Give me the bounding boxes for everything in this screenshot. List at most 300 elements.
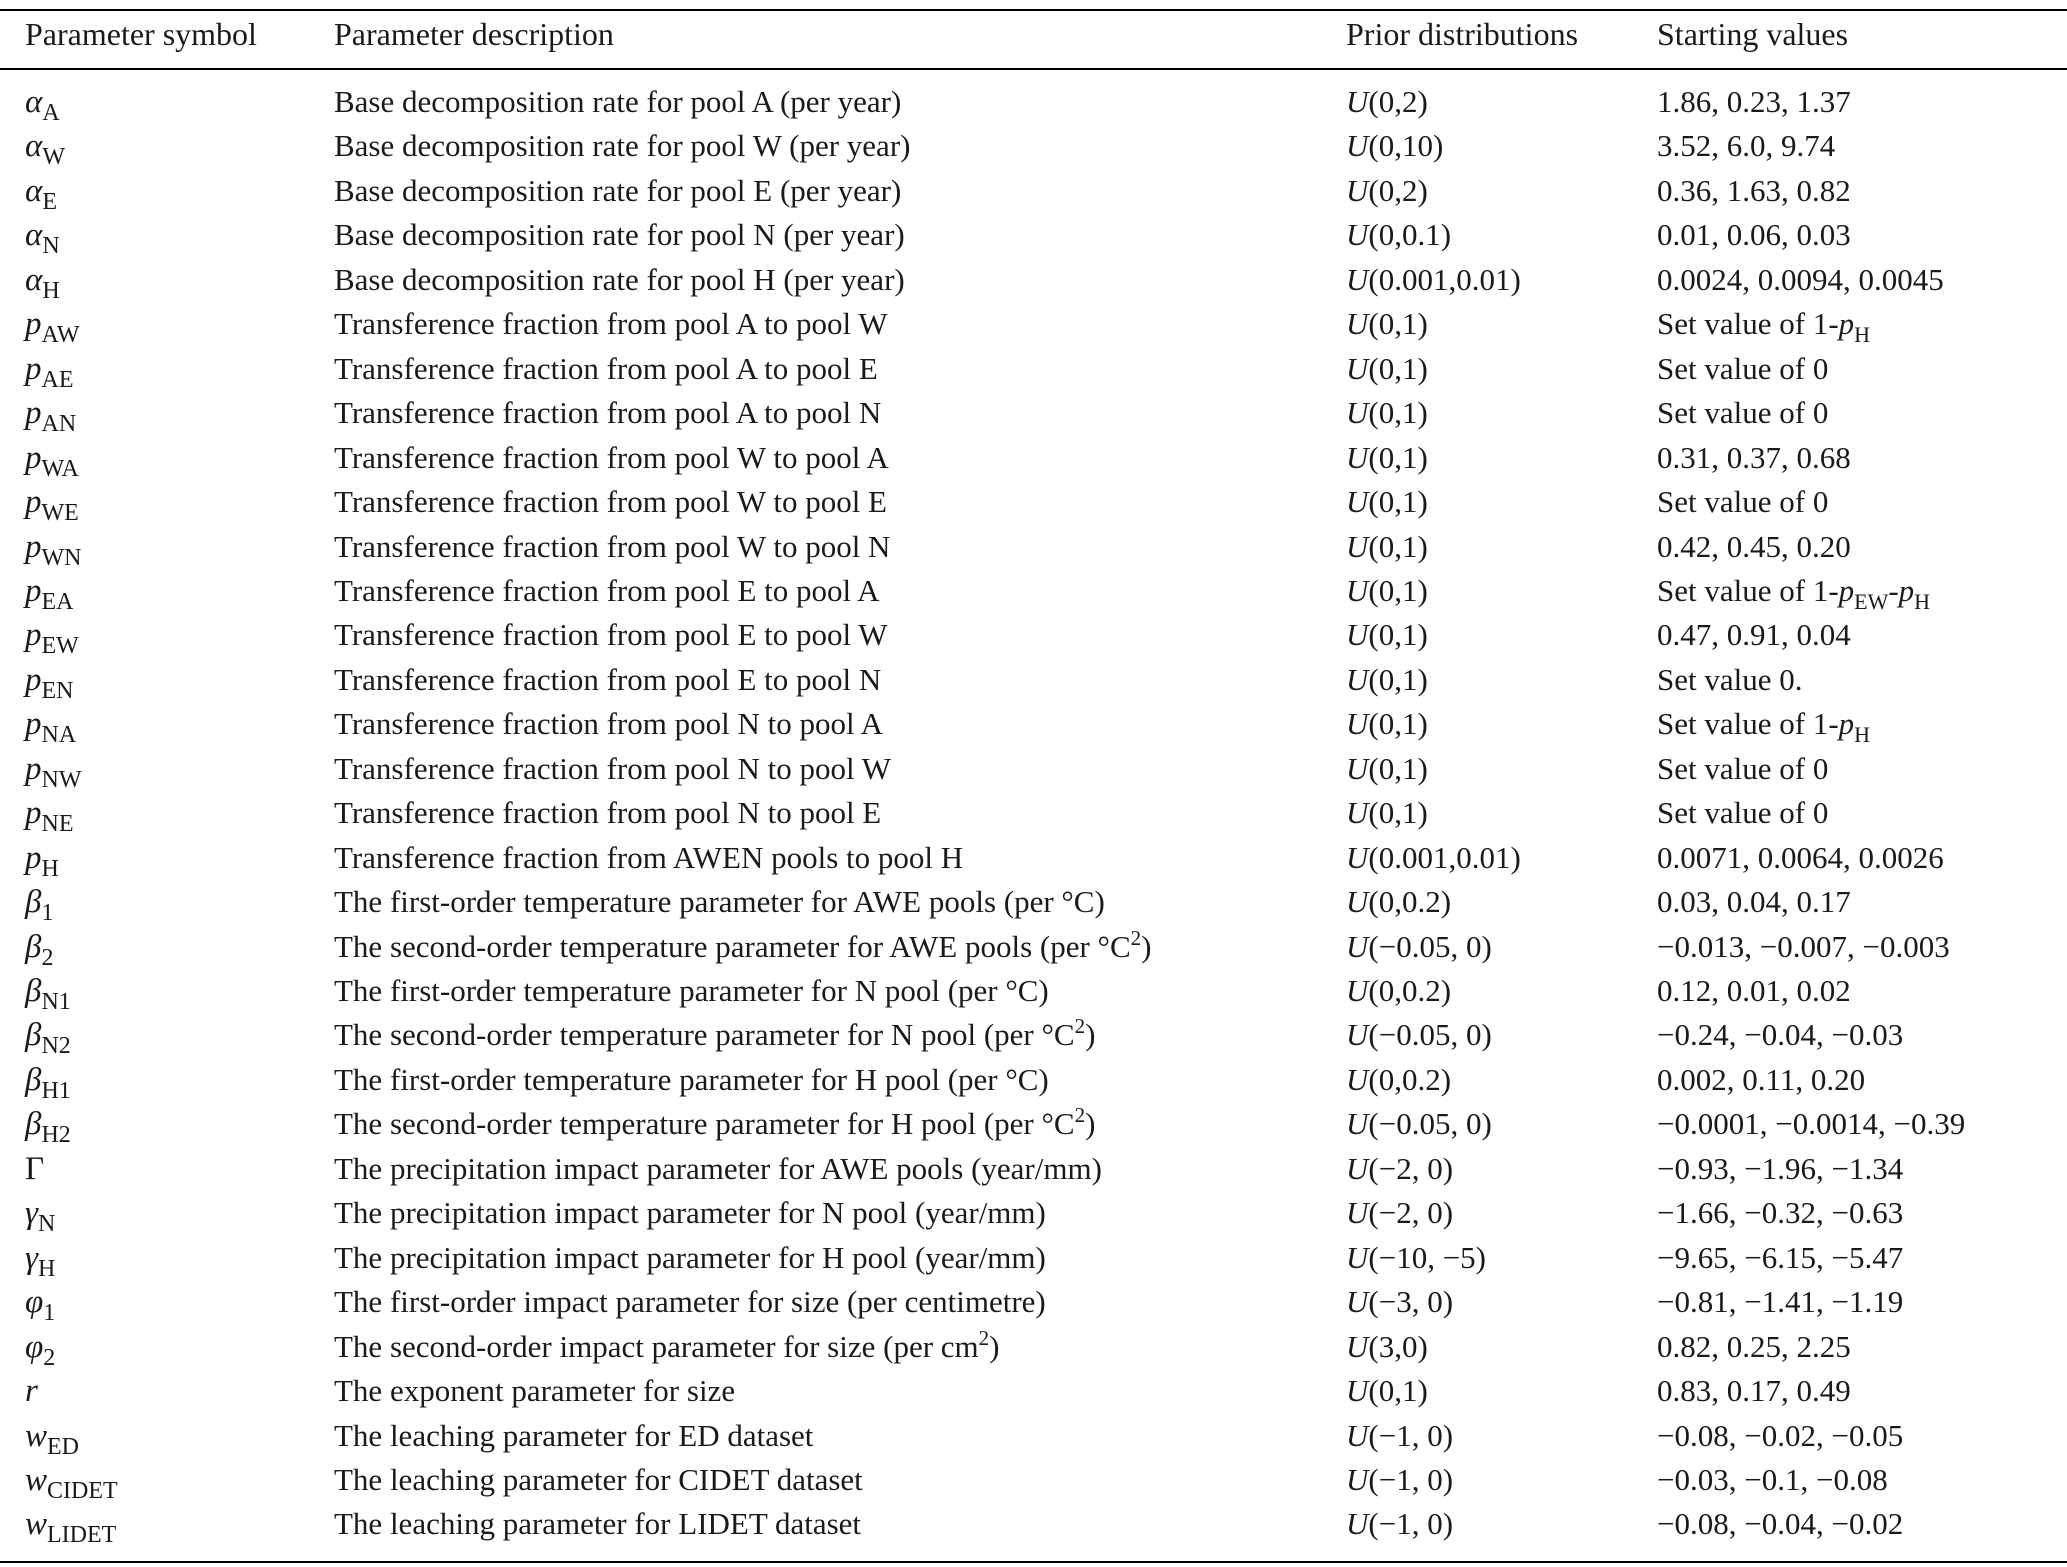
symbol-subscript: CIDET xyxy=(47,1477,118,1504)
parameter-symbol xyxy=(25,1458,118,1505)
parameter-description xyxy=(334,347,878,391)
symbol-subscript: N1 xyxy=(41,989,71,1015)
starting-values xyxy=(1657,569,1930,613)
symbol-letter: Γ xyxy=(25,1150,45,1187)
prior-range: (0,0.2) xyxy=(1368,1061,1452,1097)
symbol-letter: w xyxy=(25,1417,48,1454)
description-text: The first-order temperature parameter for N pool (per °C) xyxy=(334,973,1049,1008)
prior-prefix: U xyxy=(1346,1373,1369,1409)
parameter-description xyxy=(334,391,881,435)
description-text: Transference fraction from pool N to pool A xyxy=(334,706,883,742)
prior-distribution xyxy=(1346,302,1428,346)
prior-range: (0,1) xyxy=(1368,661,1428,697)
symbol-letter: p xyxy=(25,528,42,565)
table-row xyxy=(0,302,2067,349)
parameter-description xyxy=(334,1369,735,1413)
starting-values: 0.0024, 0.0094, 0.0045 xyxy=(1657,261,1944,297)
starting-values: 0.31, 0.37, 0.68 xyxy=(1657,439,1851,475)
table-row xyxy=(0,436,2067,480)
prior-prefix: U xyxy=(1346,306,1369,342)
prior-prefix: U xyxy=(1346,1461,1369,1497)
symbol-subscript: AN xyxy=(41,411,77,438)
symbol-letter: p xyxy=(25,350,42,387)
description-superscript: 2 xyxy=(1074,1014,1086,1039)
symbol-subscript: NE xyxy=(41,811,74,838)
table-row xyxy=(0,1191,2067,1238)
parameter-symbol xyxy=(25,1147,44,1191)
description-text: Transference fraction from pool A to pool N xyxy=(334,395,882,431)
symbol-letter: p xyxy=(25,839,42,876)
prior-prefix: U xyxy=(1346,1328,1369,1364)
prior-distribution xyxy=(1346,124,1443,168)
prior-distribution xyxy=(1346,969,1451,1013)
parameter-symbol xyxy=(25,480,79,527)
starting-values: −1.66, −0.32, −0.63 xyxy=(1657,1195,1904,1231)
prior-distribution xyxy=(1346,1458,1453,1502)
symbol-letter: p xyxy=(25,395,42,432)
table-row xyxy=(0,791,2067,838)
prior-prefix: U xyxy=(1346,661,1369,697)
symbol-letter: β xyxy=(25,973,42,1009)
table-row xyxy=(0,1147,2067,1191)
symbol-letter: p xyxy=(25,572,42,609)
starting-values: Set value 0. xyxy=(1657,661,1803,697)
description-text: The first-order temperature parameter for AWE pools (per °C) xyxy=(334,884,1105,920)
prior-range: (0,1) xyxy=(1368,617,1428,653)
parameter-symbol xyxy=(25,747,81,794)
symbol-letter: β xyxy=(25,928,42,965)
starting-values: 3.52, 6.0, 9.74 xyxy=(1657,128,1836,164)
symbol-letter: p xyxy=(25,484,42,521)
starting-text: Set value of 1- xyxy=(1657,572,1839,608)
prior-prefix: U xyxy=(1346,1150,1369,1186)
starting-values: 1.86, 0.23, 1.37 xyxy=(1657,84,1851,119)
prior-prefix: U xyxy=(1346,572,1369,608)
starting-subscript: EW xyxy=(1854,588,1889,614)
table-row xyxy=(0,1013,2067,1060)
description-text: The second-order temperature parameter for H pool (per °C xyxy=(334,1106,1075,1142)
prior-prefix: U xyxy=(1346,1195,1369,1231)
symbol-subscript: H2 xyxy=(41,1122,71,1149)
parameter-description xyxy=(334,658,881,702)
symbol-subscript: N xyxy=(42,233,60,260)
prior-range: (0,1) xyxy=(1368,395,1428,431)
parameter-description xyxy=(334,1414,813,1458)
header-parameter-symbol: Parameter symbol xyxy=(25,16,257,52)
description-text: Base decomposition rate for pool N (per year) xyxy=(334,217,905,253)
prior-range: (0.001,0.01) xyxy=(1368,839,1521,875)
prior-prefix: U xyxy=(1346,84,1369,119)
prior-distribution xyxy=(1346,258,1521,302)
parameter-symbol xyxy=(25,1502,116,1549)
prior-prefix: U xyxy=(1346,1017,1369,1053)
symbol-subscript: H xyxy=(42,277,60,304)
parameter-symbol xyxy=(25,791,74,838)
description-text: The leaching parameter for CIDET dataset xyxy=(334,1461,863,1497)
prior-distribution xyxy=(1346,1325,1428,1369)
symbol-letter: α xyxy=(25,261,43,298)
starting-values: 0.0071, 0.0064, 0.0026 xyxy=(1657,839,1944,875)
symbol-subscript: EA xyxy=(41,588,74,615)
prior-distribution xyxy=(1346,569,1428,613)
symbol-subscript: 1 xyxy=(43,1300,56,1327)
prior-prefix: U xyxy=(1346,839,1369,875)
parameter-symbol xyxy=(25,1369,38,1413)
symbol-letter: φ xyxy=(25,1284,44,1321)
symbol-subscript: ED xyxy=(47,1433,80,1460)
parameter-symbol xyxy=(25,1325,55,1372)
starting-values: 0.83, 0.17, 0.49 xyxy=(1657,1373,1851,1409)
starting-text: Set value of 1- xyxy=(1657,706,1839,742)
prior-range: (−0.05, 0) xyxy=(1368,1106,1492,1142)
prior-range: (0,10) xyxy=(1368,128,1444,164)
table-row xyxy=(0,124,2067,171)
symbol-subscript: WN xyxy=(41,544,82,571)
starting-symbol: p xyxy=(1898,572,1915,608)
symbol-letter: β xyxy=(25,884,42,921)
parameter-description xyxy=(334,480,887,524)
prior-distribution xyxy=(1346,169,1428,213)
prior-range: (0.001,0.01) xyxy=(1368,261,1521,297)
parameter-description xyxy=(334,1191,1046,1235)
prior-range: (−2, 0) xyxy=(1368,1195,1454,1231)
prior-prefix: U xyxy=(1346,795,1369,831)
starting-values: 0.01, 0.06, 0.03 xyxy=(1657,217,1851,253)
parameter-description xyxy=(334,213,905,257)
starting-values: Set value of 0 xyxy=(1657,795,1829,831)
prior-distribution xyxy=(1346,702,1428,746)
starting-symbol: p xyxy=(1838,706,1855,742)
prior-distribution xyxy=(1346,1280,1453,1324)
prior-range: (−10, −5) xyxy=(1368,1239,1487,1275)
prior-distribution xyxy=(1346,213,1451,257)
description-text: Transference fraction from pool E to pool N xyxy=(334,661,882,697)
prior-prefix: U xyxy=(1346,1417,1369,1453)
table-row xyxy=(0,480,2067,527)
prior-range: (0,1) xyxy=(1368,750,1428,786)
parameter-description xyxy=(334,80,901,124)
description-text: Transference fraction from pool W to pool N xyxy=(334,528,891,564)
parameter-description xyxy=(334,1502,861,1546)
description-text: The precipitation impact parameter for N pool (year/mm) xyxy=(334,1195,1046,1231)
table-row xyxy=(0,702,2067,749)
parameter-description xyxy=(334,302,888,346)
starting-text: Set value of 1- xyxy=(1657,306,1839,342)
parameter-description xyxy=(334,613,888,657)
parameter-description xyxy=(334,836,963,880)
symbol-letter: w xyxy=(25,1461,48,1498)
symbol-letter: γ xyxy=(25,1195,39,1232)
parameter-description xyxy=(334,1325,999,1369)
symbol-letter: p xyxy=(25,661,42,698)
prior-distribution xyxy=(1346,1013,1492,1057)
symbol-subscript: A xyxy=(42,100,60,126)
prior-distribution xyxy=(1346,1058,1451,1102)
symbol-subscript: WA xyxy=(41,455,79,482)
parameter-description xyxy=(334,1058,1049,1102)
parameter-description xyxy=(334,525,890,569)
description-end: ) xyxy=(1141,928,1152,964)
prior-range: (0,1) xyxy=(1368,528,1428,564)
prior-distribution xyxy=(1346,613,1428,657)
prior-prefix: U xyxy=(1346,261,1369,297)
parameter-symbol xyxy=(25,258,60,305)
symbol-subscript: N2 xyxy=(41,1033,71,1060)
symbol-subscript: AW xyxy=(41,322,80,349)
starting-values: −0.08, −0.04, −0.02 xyxy=(1657,1506,1904,1542)
prior-prefix: U xyxy=(1346,172,1369,208)
description-text: Transference fraction from pool A to pool E xyxy=(334,350,878,386)
parameter-symbol xyxy=(25,1191,55,1238)
symbol-letter: α xyxy=(25,172,43,209)
parameter-symbol xyxy=(25,1280,55,1327)
symbol-letter: p xyxy=(25,750,42,787)
prior-distribution xyxy=(1346,836,1521,880)
symbol-letter: w xyxy=(25,1506,48,1543)
symbol-subscript: WE xyxy=(41,500,79,527)
prior-distribution xyxy=(1346,1414,1453,1458)
prior-range: (−0.05, 0) xyxy=(1368,928,1492,964)
symbol-subscript: N xyxy=(38,1211,56,1238)
parameter-symbol xyxy=(25,1236,55,1283)
prior-range: (0,0.1) xyxy=(1368,217,1452,253)
parameter-description xyxy=(334,1236,1046,1280)
symbol-letter: β xyxy=(25,1106,42,1143)
starting-values: Set value of 0 xyxy=(1657,350,1829,386)
prior-distribution xyxy=(1346,1236,1486,1280)
description-text: Transference fraction from pool W to pool A xyxy=(334,439,889,475)
prior-prefix: U xyxy=(1346,617,1369,653)
description-end: ) xyxy=(989,1328,1000,1364)
symbol-subscript: NA xyxy=(41,722,77,749)
description-text: Transference fraction from pool N to pool W xyxy=(334,750,892,786)
prior-range: (0,1) xyxy=(1368,572,1428,608)
prior-distribution xyxy=(1346,525,1428,569)
prior-range: (0,0.2) xyxy=(1368,973,1452,1008)
parameter-symbol xyxy=(25,213,60,260)
prior-prefix: U xyxy=(1346,439,1369,475)
parameter-description xyxy=(334,1280,1046,1324)
starting-subscript: H xyxy=(1914,588,1931,614)
parameter-description xyxy=(334,1013,1095,1057)
header-starting-values: Starting values xyxy=(1657,16,1849,52)
symbol-letter: α xyxy=(25,217,43,254)
parameter-description xyxy=(334,969,1049,1013)
starting-values: 0.42, 0.45, 0.20 xyxy=(1657,528,1851,564)
prior-distribution xyxy=(1346,391,1428,435)
table-row xyxy=(0,391,2067,438)
prior-distribution xyxy=(1346,80,1428,124)
symbol-letter: β xyxy=(25,1017,42,1054)
prior-distribution xyxy=(1346,880,1451,924)
table-row xyxy=(0,836,2067,880)
prior-range: (−1, 0) xyxy=(1368,1417,1454,1453)
description-text: The first-order temperature parameter for H pool (per °C) xyxy=(334,1061,1049,1097)
parameter-description xyxy=(334,436,889,480)
description-text: Base decomposition rate for pool H (per year) xyxy=(334,261,905,297)
parameter-symbol xyxy=(25,658,74,705)
starting-values: −0.24, −0.04, −0.03 xyxy=(1657,1017,1904,1053)
symbol-subscript: AE xyxy=(41,366,74,393)
prior-distribution xyxy=(1346,925,1492,969)
starting-values: −0.03, −0.1, −0.08 xyxy=(1657,1461,1888,1497)
symbol-letter: p xyxy=(25,617,42,654)
description-text: The precipitation impact parameter for H pool (year/mm) xyxy=(334,1239,1046,1275)
starting-values: Set value of 0 xyxy=(1657,750,1829,786)
parameter-symbol xyxy=(25,302,80,349)
symbol-subscript: NW xyxy=(41,766,82,793)
symbol-letter: p xyxy=(25,706,42,743)
symbol-subscript: H xyxy=(41,855,59,882)
prior-distribution xyxy=(1346,658,1428,702)
table-row xyxy=(0,1236,2067,1280)
table-row xyxy=(0,80,2067,124)
table-row xyxy=(0,213,2067,260)
table-bottom-rule xyxy=(0,1561,2067,1563)
table-row xyxy=(0,569,2067,613)
table-row xyxy=(0,169,2067,213)
description-superscript: 2 xyxy=(1074,1103,1086,1128)
symbol-subscript: W xyxy=(42,144,65,171)
table-row xyxy=(0,1414,2067,1458)
table-row xyxy=(0,1502,2067,1549)
description-text: Transference fraction from AWEN pools to pool H xyxy=(334,839,964,875)
parameter-description xyxy=(334,169,901,213)
prior-distribution xyxy=(1346,347,1428,391)
parameter-symbol xyxy=(25,836,59,883)
symbol-subscript: 2 xyxy=(41,944,54,971)
prior-distribution xyxy=(1346,747,1428,791)
table-row xyxy=(0,1280,2067,1327)
prior-prefix: U xyxy=(1346,750,1369,786)
table-row xyxy=(0,880,2067,927)
table-row xyxy=(0,1102,2067,1149)
prior-distribution xyxy=(1346,1191,1453,1235)
symbol-subscript: EN xyxy=(41,677,74,704)
prior-prefix: U xyxy=(1346,884,1369,920)
symbol-letter: γ xyxy=(25,1239,39,1276)
symbol-letter: φ xyxy=(25,1328,44,1365)
prior-range: (−1, 0) xyxy=(1368,1461,1454,1497)
starting-values: −0.0001, −0.0014, −0.39 xyxy=(1657,1106,1966,1142)
symbol-subscript: 2 xyxy=(43,1344,56,1371)
parameter-symbol xyxy=(25,1414,79,1461)
parameter-description xyxy=(334,880,1105,924)
description-text: The second-order temperature parameter for AWE pools (per °C xyxy=(334,928,1131,964)
starting-values: 0.03, 0.04, 0.17 xyxy=(1657,884,1851,920)
prior-range: (0,1) xyxy=(1368,795,1428,831)
prior-range: (3,0) xyxy=(1368,1328,1428,1364)
parameter-symbol xyxy=(25,525,81,572)
prior-range: (−3, 0) xyxy=(1368,1284,1454,1320)
prior-range: (0,1) xyxy=(1368,1373,1428,1409)
prior-range: (0,2) xyxy=(1368,84,1428,119)
parameter-symbol xyxy=(25,391,76,438)
parameter-symbol xyxy=(25,80,60,127)
table-row xyxy=(0,347,2067,391)
prior-range: (−2, 0) xyxy=(1368,1150,1454,1186)
description-text: Transference fraction from pool A to pool W xyxy=(334,306,888,342)
starting-subscript: H xyxy=(1854,722,1871,748)
prior-range: (−0.05, 0) xyxy=(1368,1017,1492,1053)
prior-prefix: U xyxy=(1346,217,1369,253)
starting-values: 0.36, 1.63, 0.82 xyxy=(1657,172,1851,208)
table-row xyxy=(0,258,2067,302)
description-text: Transference fraction from pool N to pool E xyxy=(334,795,882,831)
table-row xyxy=(0,1458,2067,1502)
symbol-subscript: EW xyxy=(41,633,79,660)
parameter-description xyxy=(334,258,905,302)
prior-range: (0,1) xyxy=(1368,706,1428,742)
description-superscript: 2 xyxy=(978,1325,990,1350)
symbol-subscript: LIDET xyxy=(47,1522,117,1549)
prior-prefix: U xyxy=(1346,1061,1369,1097)
parameter-description xyxy=(334,702,883,746)
prior-distribution xyxy=(1346,791,1428,835)
description-text: Base decomposition rate for pool A (per year) xyxy=(334,84,902,119)
starting-values: 0.12, 0.01, 0.02 xyxy=(1657,973,1851,1008)
starting-values: Set value of 0 xyxy=(1657,484,1829,520)
description-end: ) xyxy=(1085,1106,1096,1142)
parameter-description xyxy=(334,925,1151,969)
symbol-subscript: 1 xyxy=(41,900,54,927)
prior-distribution xyxy=(1346,480,1428,524)
parameter-description xyxy=(334,1458,863,1502)
parameter-symbol xyxy=(25,1058,71,1105)
prior-prefix: U xyxy=(1346,528,1369,564)
starting-values: −0.08, −0.02, −0.05 xyxy=(1657,1417,1904,1453)
starting-values: −0.93, −1.96, −1.34 xyxy=(1657,1150,1904,1186)
parameter-description xyxy=(334,791,881,835)
prior-range: (0,1) xyxy=(1368,350,1428,386)
symbol-letter: p xyxy=(25,795,42,832)
starting-values: 0.82, 0.25, 2.25 xyxy=(1657,1328,1851,1364)
description-text: The precipitation impact parameter for AWE pools (year/mm) xyxy=(334,1150,1102,1186)
parameter-description xyxy=(334,1102,1095,1146)
description-text: Transference fraction from pool E to pool W xyxy=(334,617,888,653)
prior-distribution xyxy=(1346,1147,1453,1191)
starting-values: −9.65, −6.15, −5.47 xyxy=(1657,1239,1904,1275)
prior-prefix: U xyxy=(1346,1284,1369,1320)
prior-prefix: U xyxy=(1346,973,1369,1008)
parameter-symbol xyxy=(25,702,76,749)
symbol-subscript: E xyxy=(42,188,57,215)
description-text: The exponent parameter for size xyxy=(334,1373,736,1409)
prior-prefix: U xyxy=(1346,484,1369,520)
symbol-letter: β xyxy=(25,1061,42,1098)
starting-values: 0.47, 0.91, 0.04 xyxy=(1657,617,1851,653)
prior-prefix: U xyxy=(1346,1106,1369,1142)
table-row xyxy=(0,747,2067,791)
symbol-subscript: H1 xyxy=(41,1077,71,1104)
description-superscript: 2 xyxy=(1130,925,1142,950)
table-row xyxy=(0,1325,2067,1369)
parameter-symbol xyxy=(25,169,57,216)
parameter-symbol xyxy=(25,925,53,972)
description-text: The leaching parameter for ED dataset xyxy=(334,1417,814,1453)
table-header-rule xyxy=(0,68,2067,70)
description-text: The second-order temperature parameter for N pool (per °C xyxy=(334,1017,1075,1053)
prior-distribution xyxy=(1346,1502,1453,1546)
header-parameter-description: Parameter description xyxy=(334,16,614,52)
table-row xyxy=(0,1058,2067,1102)
symbol-subscript: H xyxy=(38,1255,56,1282)
description-text: The leaching parameter for LIDET dataset xyxy=(334,1506,862,1542)
starting-values: −0.013, −0.007, −0.003 xyxy=(1657,928,1950,964)
starting-values xyxy=(1657,302,1870,346)
prior-prefix: U xyxy=(1346,395,1369,431)
symbol-letter: p xyxy=(25,439,42,476)
